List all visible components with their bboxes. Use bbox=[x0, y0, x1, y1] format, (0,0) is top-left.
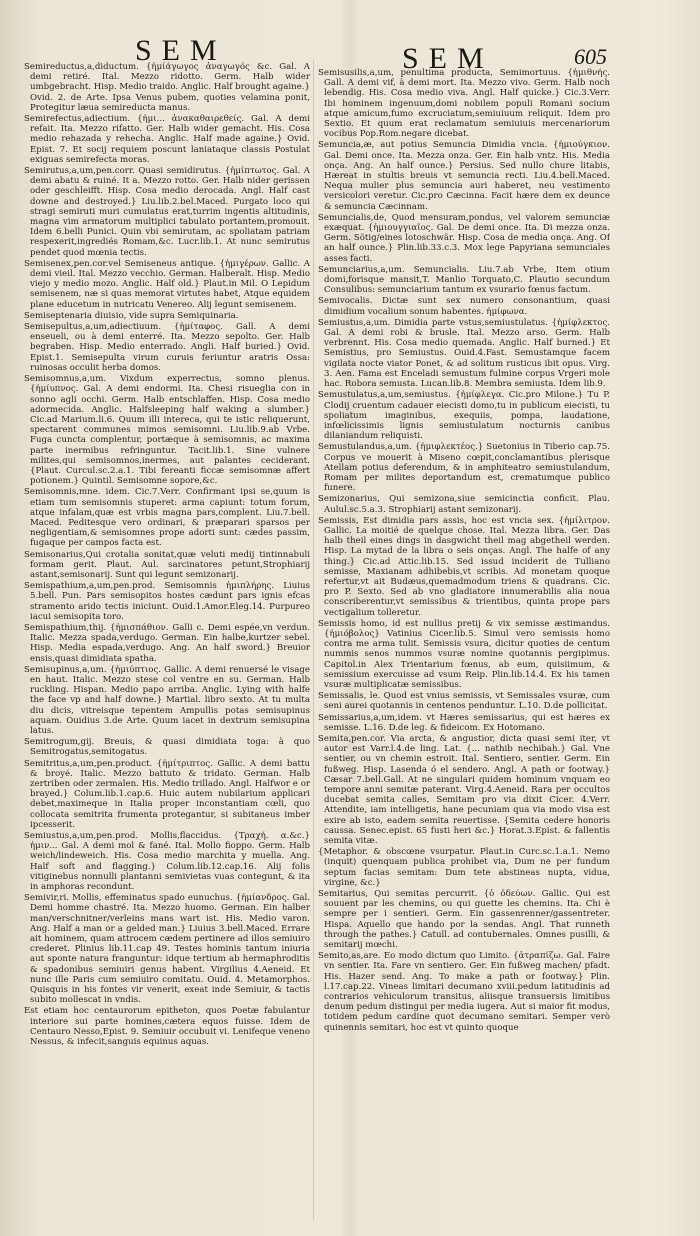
entry: Semissis homo, id est nullius pretij & vix semisse æstimandus. {ἡμιόβολος} Vatinius Cicer.lib.5. Simul vero semissis homo contra me arma tulit. Semissis vsura, dicitur quoties de centum nummis senos nummos vsuræ nomine quotannis pergipimus. Capitol.in Alex Trientarium fœnus, ab eum, quisiimum, & semissium exercuisse ad vsum Reip. Plin.lib.14.4. Ex his tamen vsuræ multiplicatæ semissibus. bbox=[318, 618, 610, 690]
entry: Semissalis, le. Quod est vnius semissis, vt Semissales vsuræ, cum seni aurei quotannis in centenos penduntur. L.10. D.de pollicitat. bbox=[318, 691, 610, 712]
entry: {Metaphor. & obscœne vsurpatur. Plaut.in Curc.sc.1.a.1. Nemo (inquit) quenquam publica prohibet via, Dum ne per fundum septum facias semitam: Dum tete abstineas nupta, vidua, virgine, &c.} bbox=[318, 847, 610, 888]
entry: Semisupinus,a,um. {ἡμιύπτιος. Gallic. A demi renuersé le visage en haut. Italic. Mezzo stese col ventre en su. German. Halb ruckling. Hispan. Medio papo arriba. Anglic. Lying with halfe the face vp and half downe.} Martial. libro sexto. At tu multa diu dicis, vitreisque tepentem Ampullis potas semisupinus aquam. Ouidius 3.de Arte. Quum iacet in dextrum semisupina latus. bbox=[24, 664, 310, 736]
entry: Semitrogum,gij. Breuis, & quasi dimidiata toga: à quo Semitrogatus,semitogatus. bbox=[24, 737, 310, 758]
entry: Semuncialis,de, Quod mensuram,pondus, vel valorem semunciæ exæquat. {ἡμιουγγιαῖος. Gal. De demi once. Ita. Di mezza onza. Germ. Sötig/eines lotoschwär. Hisp. Cosa de media onça. Ang. Of an half ounce.} Plin.lib.33.c.3. Mox lege Papyriana semunciales asses facti. bbox=[318, 212, 610, 264]
column-divider bbox=[313, 60, 314, 1220]
entry: Semisomnus,a,um. Vixdum experrectus, somno plenus. {ἡμίυπνος. Gal. A demi endormi. Ita. Chesi risueglia con in sonno agli occhi. Germ. Halb entschlaffen. Hisp. Cosa medio adormecida. Anglic. Halfsleeping half waking a slumber.} Cic.ad Marium.li.6. Quum illi intereca, qui te istic reliquerunt, spectarent communes mimos semisomni. Liu.lib.9.ab Vrbe. Fuga cuncta complentur, portæque à semisomnis, ac maxima parte inermibus refringuntur. Tacit.lib.1. Sine vulnere milites,qui semisomnos,inermes, aut palantes ceciderant. {Plaut. Curcul.sc.2.a.1. Tibi fereanti ficcæ semisomnæ affert potionem.} Quintil. Semisomne sopore,&c. bbox=[24, 374, 310, 487]
entry: Semitarius, Qui semitas percurrit. {ὁ ὁδεύων. Gallic. Qui est souuent par les chemins, ou qui guette les chemins. Ita. Chi è sempre per i sentieri. Germ. Ein gassenrenner/gassentreter. Hispa. Aquello que hando por la sendas. Angl. That runneth through the pathes.} Catull. ad contubernales. Omnes pusilli, & semitarij mœchi. bbox=[318, 889, 610, 951]
entry: Semizonarius, Qui semizona,siue semicinctia conficit. Plau. Aulul.sc.5.a.3. Strophiarij astant semizonarij. bbox=[318, 494, 610, 515]
entry: Semisenex,pen.cor.vel Semiseneus antique. {ἡμιγέρων. Gallic. A demi vieil. Ital. Mezzo vecchio. German. Halberalt. Hisp. Medio viejo y medio mozo. Anglic. Half old.} Plaut.in Mil. O Lepidum semisenem, næ si quas memorat virtutes habet, Atque equidem plane educetum in nutricatu Venereo. Alij legunt semisenem. bbox=[24, 258, 310, 310]
right-column bbox=[318, 68, 610, 1218]
entry: Semisepultus,a,um,adiectiuum. {ἡμίταφος. Gall. A demi enseueli, ou à demi enterré. Ita. Mezzo sepolto. Ger. Halb begraben. Hisp. Medio enterrado. Angli. Half buried.} Ovid. Epist.1. Semisepulta virum curuis feriuntur aratris Ossa: ruinosas occulit herba domos. bbox=[24, 322, 310, 373]
left-column bbox=[24, 62, 310, 1222]
entry: Semispathium,a,um,pen.prod. Semisomnis ἡμιπλήρης. Liuius 5.bell. Pun. Pars semisopitos hostes cædunt pars ignis efcas stramento arido tectis iniciunt. Ouid.1.Amor.Eleg.14. Purpureo iacui semisopita toro. bbox=[24, 581, 310, 622]
entry: Semisusilis,a,um, penultima producta, Semimortuus. {ἡμιθνής. Gall. A demi vif, à demi mort. Ita. Mezzo vivo. Germ. Halb noch lebendig. His. Cosa medio viva. Angl. Half quicke.} Cic.3.Verr. Ibi hominem ingenuum,domi nobilem populi Romani socium atque amicum,fumo excruciatum,semiuiuum reliquit. Idem pro Sextio. Et quum erat reclamatum semiuiuis mercenariorum vocibus Pop.Rom.negare dicebat. bbox=[318, 68, 610, 140]
entry: Semiseptenaria diuisio, vide supra Semiquinaria. bbox=[24, 310, 239, 321]
entry: Semisomnis,mne. idem. Cic.7.Verr. Confirmant ipsi se,quum is etiam tum semisomnis stuperet: arma capiunt: totum forum, atque infalam,quæ est vrbis magna pars,complent. Liu.7.bell. Maced. Peditesque vero ordinari, & præparari sparsos per negligentiam,& semisomnes prope adorti sunt: cædes passim, fugaque per campos facta est. bbox=[24, 487, 310, 549]
entry: Semirefectus,adiectium. {ἡμι... ἀνακαθαιρεθείς. Gal. A demi refait. Ita. Mezzo rifatto. Ger. Halb wider gemacht. His. Cosa medio rehazada y rehecha. Anglic. Half made againe.} Ovid. Epist. 7. Et socij requiem poscunt laniataque classis Postulat exiguas semirefecta moras. bbox=[24, 114, 310, 165]
entry: Semisonarius,Qui crotalia sonitat,quæ veluti medij tintinnabuli formam gerit. Plaut. Aul. sarcinatores petunt,Strophiarij astant,semisonarij. Sunt qui legunt semizonarij. bbox=[24, 549, 310, 580]
entry: Semissarius,a,um,idem. vt Hæres semissarius, qui est hæres ex semisse. L.16. D.de leg. & fideicom. Ex Hotomano. bbox=[318, 712, 610, 733]
entry: Semitritus,a,um,pen.product. {ἡμίτριπτος. Gallic. A demi battu & broyé. Italic. Mezzo battuto & tridato. German. Halb zertriben oder zermalen. His. Medio trillado. Angl. Halfwor e or brayed.} Colum.lib.1.cap.6. Huic autem nubilarium applicari debet,maximeque in Italia proper inconstantiam cœli, quo collocata semitrita frumenta protegantur, si subitaneus imber ipcesserit. bbox=[24, 758, 310, 830]
running-head-left: SEM bbox=[135, 34, 227, 67]
entry: Semivocalis. Dictæ sunt sex numero consonantium, quasi dimidium vocalium sonum habentes. ἡμίφωνα. bbox=[318, 296, 610, 317]
entry: Semivir,ri. Mollis, effeminatus spado eunuchus. {ἡμίανδρος. Gal. Demi homme chastré. Ita. Mezzo huomo. German. Ein halber man/verschnitner/verleins mans wart ist. His. Medio varon. Ang. Half a man or a gelded man.} Liuius 3.bell.Maced. Errare ait hominem, quam attrocem cædem pertinere ad illos semiuiro crederet. Plinius lib.11.cap 49. Testes hominis tantum iniuria aut sponte natura franguntur: idque tertium ab hermaphroditis & spadonibus semiuiri genus habent. Virgilius 4.Aeneid. Et nunc ille Paris cum semiuiro comitatu. Ouid. 4. Metamorphos. Quisquis in his fontes vir venerit, exeat inde Semiuir, & tactis subito mollescat in vndis. bbox=[24, 893, 310, 1006]
entry: Semireductus,a,diductum. {ἡμίάγωγος ἀναγωγός &c. Gal. A demi retiré. Ital. Mezzo ridotto. Germ. Halb wider umbgebracht. Hisp. Medio traido. Anglic. Half brought againe.} Ovid. 2. de Arte. Ipsa Venus pubem, quoties velamina ponit, Protegitur læua semireducta manus. bbox=[24, 62, 310, 113]
entry: Semunciarius,a,um. Semuncialis. Liu.7.ab Vrbe, Item otium domi,forisque mansit,T. Manlio Torquato,C. Plautio secundum Consulibus: semunciarium tantum ex vsurario fœnus factum. bbox=[318, 264, 610, 296]
entry: Semispathium,thij. {ἡμισπάθιον. Galli c. Demi espée,vn verdun. Italic. Mezza spada,verdugo. German. Ein halbe,kurtzer sebel. Hisp. Media espada,verdugo. Ang. An half sword.} Breuior ensis,quasi dimidiata spatha. bbox=[24, 622, 310, 664]
entry: Semustulatus,a,um,semiustus. {ἡμίφλεγα. Cic.pro Milone.} Tu P. Clodij cruentum cadauer eiecisti domo,tu in publicum eiecisti, tu spoliatum imaginibus, exequiis, pompa, laudatione, infœlicissimis lignis semiustulatum nocturnis canibus dilaniandum reliquisti. bbox=[318, 390, 610, 442]
entry: Semirutus,a,um,pen.corr. Quasi semidirutus. {ἡμίπτωτος. Gal. A demi abatu & ruiné. It a. Mezzo rotto. Ger. Halb nider gerissen oder geschleifft. Hisp. Cosa medio derocada. Angl. Half cast downe and destroyed.} Liu.lib.2.bel.Maced. Purgato loco qui stragi semiruti muri cumulatus erat,turrim ingentis altitudinis, magna vim armatorum multiplici tabulato portantem,promouit. Idem 6.belli Punici. Quin vbi semirutam, ac spoliatam patriam respexerit,ingrediés Romam,&c. Lucr.lib.1. At nunc semirutus pendet quod mœnia tectis. bbox=[24, 166, 310, 258]
entry: Semiustus,a,um. Dimidia parte vstus,semiustulatus. {ἡμίφλεκτος. Gal. A demi robi & brusle. Ital. Mezzo arso. Germ. Halb verbrennt. His. Cosa medio quemada. Anglic. Half burned.} Et Semistius, pro Semiustus. Ouid.4.Fast. Semustamque facem vigilata nocte viator Ponet, & ad solitum rusticus ibit opus. Virg. 3. Aen. Fama est Enceladi semustum fulmine corpus Vrgeri mole hac. Robora semusta. Lucan.lib.8. Membra semiusta. Idem lib.9. bbox=[318, 317, 610, 390]
page-number: 605 bbox=[574, 44, 607, 69]
running-head-right: SEM bbox=[402, 42, 494, 75]
entry: Semita,pen.cor. Via arcta, & angustior, dicta quasi semi iter, vt autor est Varr.l.4.de ling. Lat. {... nathib nechibah.} Gal. Vne sentier, ou vn chemin estroit. Ital. Sentiero, sentier. Germ. Ein fußweg. Hisp. Lasenda ó el sendero. Angl. A path or footway.} Cæsar 7.bell.Gall. At ne singulari quidem hominum vnquam eo tempore anni semitæ paterant. Virg.4.Aeneid. Rara per occultos ducebat semita calles, Semitam pro via dixit Cicer. 4.Verr. Attendite, iam intelligetis, hane pecuniam qua via modo visa est exire ab isto, eadem semita reuertisse. {Semita cedere honoris caussa. Senec.epist. 65 fusti heri &c.} Horat.3.Epist. & fallentis semita vitæ. bbox=[318, 734, 610, 847]
entry: Semustulandus,a,um. {ἡμιφλεκτέος.} Suetonius in Tiberio cap.75. Corpus ve mouerit à Miseno cœpit,conclamantibus plerisque Atellam potius deferendum, & in amphiteatro semiustulandum, Romam per milites deportandum est, crematumque publico funere. bbox=[318, 442, 610, 494]
entry: Semuncia,æ, aut potius Semuncia Dimidia vncia. {ἡμιούγκιον. Gal. Demi once. Ita. Mezza onza. Ger. Ein halb vntz. His. Media onça. Ang. An half ounce.} Persius. Sed nullo chure litabis, Hæreat in stultis breuis vt semuncia recti. Liu.4.bell.Maced. Nequa mulier plus semuncia auri haberet, neu vestimento versicolori veretur. Cic.pro Cæcinna. Facit hære dem ex deunce & semuncia Cæcinnam. bbox=[318, 140, 610, 212]
entry: Est etiam hoc centaurorum epitheton, quos Poetæ fabulantur interiore sui parte homines,cætera equos fuisse. Idem de Centauro Nesso,Epist. 9. Semiuir occubuit vi. Lenifeque veneno Nessus, & infecit,sanguis equinus aquas. bbox=[24, 1006, 310, 1048]
entry: Semito,as,are. Eo modo dictum quo Limito. {ἀτραπίζω. Gal. Faire vn sentier. Ita. Fare vn sentiero. Ger. Ein fußweg machen/ pfadt. His. Hazer send. Ang. To make a path or footway.} Plin. l.17.cap.22. Vineas limitari decumano xviii.pedum latitudinis ad contrarios vehiculorum transitus, aliisque transuersis limitibus denum pedum distingui per media iugera. Aut si maior fit modus, totidem pedum cardine quot decumano semitari. Semper verò quinennis semitari, hoc est vt quinto quoque bbox=[318, 951, 610, 1033]
entry: Semissis, Est dimidia pars assis, hoc est vncia sex. {ἡμίλιτρον. Gallic. La moitié de quelque chose. Ital. Mezza libra. Ger. Das halb theil eines dings in dasgwicht theil mag abgetheil werden. Hisp. La mytad de la libra o seis onças. Angl. The halfe of any thing.} Cic.ad Attic.lib.15. Sed issud inciderit de Tulliano semisse, Maxianam adhibebis,vt scribis. Ad monetam quoque refertur,vt ait Budæus,quemadmodum triens & quadrans. Cic. pro P. Sexto. Sed ab vno gladiatore innumerabilis alia noua conscriberentur,vt semissibus & trientibus, quinta prope pars vectigalium tolleretur. bbox=[318, 515, 610, 618]
entry: Semiustus,a,um,pen.prod. Mollis,flaccidus. {Τραχή. α.&c.} ἡμιν... Gal. A demi mol & fané. Ital. Mollo fioppo. Germ. Halb weich/lindeweich. His. Cosa medio marchita y muella. Ang. Half soft and flagging.} Colum.lib.12.cap.16. Alij folis vitiginebus nonnulli plantanni semivietas vuas contegunt, & ita in amphoras recondunt. bbox=[24, 831, 310, 893]
